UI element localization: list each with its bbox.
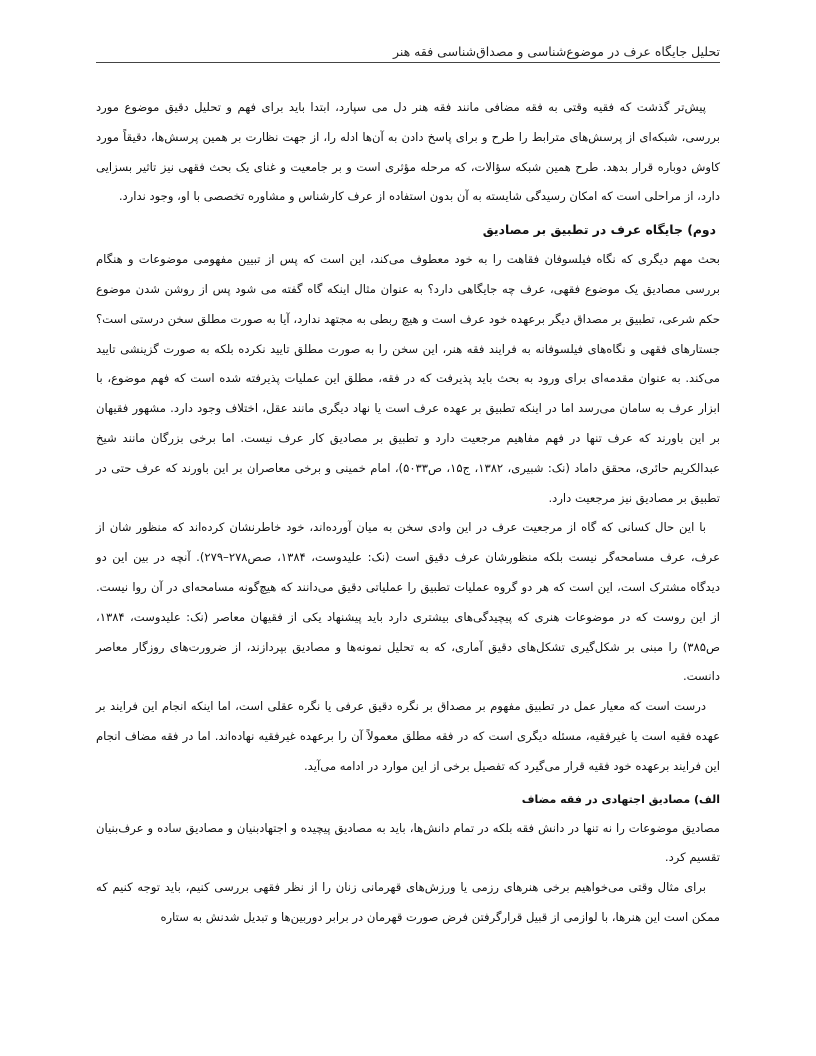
page-body bbox=[96, 93, 720, 933]
header-rule bbox=[96, 62, 720, 63]
paragraph-4: درست است که معیار عمل در تطبیق مفهوم بر مصداق بر نگره دقیق عرفی یا نگره عقلی است، اما اینکه انجام این فرایند بر عهده فقیه است یا غیرفقیه، مسئله دیگری است که در فقه مطلق معمولاً آن را برعهده غیرفقیه نهاده‌اند. اما در فقه مضاف انجام این فرایند برعهده خود فقیه قرار می‌گیرد که تفصیل برخی از این موارد در ادامه می‌آید. bbox=[96, 699, 720, 773]
paragraph-5: مصادیق موضوعات را نه تنها در دانش فقه بلکه در تمام دانش‌ها، باید به مصادیق پیچیده و اجتهادبنیان و مصادیق ساده و عرف‌بنیان تقسیم کرد. bbox=[96, 820, 720, 865]
paragraph-2: بحث مهم دیگری که نگاه فیلسوفان فقاهت را به خود معطوف می‌کند، این است که پس از تبیین مفهومی موضوعات و هنگام بررسی مصادیق یک موضوع فقهی، عرف چه جایگاهی دارد؟ به عنوان مثال اینکه گاه گفته می شود پس از روشن شدن موضوع حکم شرعی، تطبیق بر مصداق دیگر برعهده خود عرف است و هیچ ربطی به مجتهد ندارد، آیا به صورت مطلق سخن درستی است؟ جستارهای فقهی و نگاه‌های فیلسوفانه به فرایند فقه هنر، این سخن را به صورت مطلق تایید نکرده بلکه به صورت گزینشی تایید می‌کند. به عنوان مقدمه‌ای برای ورود به بحث باید پذیرفت که در فقه، مطلق این عملیات پذیرفته شده است که فهم موضوع، با ابزار عرف به سامان می‌رسد اما در اینکه تطبیق بر عهده عرف است یا نهاد دیگری مانند عقل، اختلاف وجود دارد. مشهور فقیهان بر این باورند که عرف تنها در فهم مفاهیم مرجعیت دارد و تطبیق بر مصادیق کار عرف نیست. اما برخی بزرگان مانند شیخ عبدالکریم حائری، محقق داماد (نک: شبیری، ۱۳۸۲، ج۱۵، ص۵۰۳۳)، امام خمینی و برخی معاصران بر این باورند که عرف حتی در تطبیق بر مصادیق نیز مرجعیت دارد. bbox=[96, 252, 720, 505]
paragraph-1: پیش‌تر گذشت که فقیه وقتی به فقه مضافی مانند فقه هنر دل می سپارد، ابتدا باید برای فهم و تحلیل دقیق موضوع مورد بررسی، شبکه‌ای از پرسش‌های مترابط را طرح و برای پاسخ دادن به آن‌ها ادله را، از جهت نظارت بر همین پرسش‌ها، دقیقاً مورد کاوش دوباره قرار بدهد. طرح همین شبکه سؤالات، که مرحله مؤثری است و بر جامعیت و غنای یک بحث فقهی نیز تاثیر بسزایی دارد، از مراحلی است که امکان رسیدگی شایسته به آن بدون استفاده از عرف کارشناس و مشاوره تخصصی با او، وجود ندارد. bbox=[96, 100, 720, 204]
section-heading-second: دوم) جایگاه عرف در تطبیق بر مصادیق bbox=[482, 222, 716, 238]
running-header: تحلیل جایگاه عرف در موضوع‌شناسی و مصداق‌شناسی فقه هنر bbox=[392, 44, 720, 59]
paragraph-6: برای مثال وقتی می‌خواهیم برخی هنرهای رزمی یا ورزش‌های قهرمانی زنان را از نظر فقهی بررسی کنیم، باید توجه کنیم که ممکن است این هنرها، با لوازمی از قبیل قرارگرفتن فرض صورت قهرمان در برابر دوربین‌ها و تبدیل شدنش به ستاره bbox=[96, 880, 720, 924]
subsection-heading-alef: الف) مصادیق اجتهادی در فقه مضاف bbox=[521, 792, 720, 806]
paragraph-3: با این حال کسانی که گاه از مرجعیت عرف در این وادی سخن به میان آورده‌اند، خود خاطرنشان کرده‌اند که منظور شان از عرف، عرف مسامحه‌گر نیست بلکه منظورشان عرف دقیق است (نک: علیدوست، ۱۳۸۴، صص۲۷۸–۲۷۹). آنچه در بین این دو دیدگاه مشترک است، این است که هر دو گروه عملیات تطبیق را عملیاتی دقیق می‌دانند که هیچ‌گونه مسامحه‌ای در آن روا نیست. از این روست که در موضوعات هنری که پیچیدگی‌های بیشتری دارد باید پیشنهاد یکی از فقیهان معاصر (نک: علیدوست، ۱۳۸۴، ص۳۸۵) را مبنی بر شکل‌گیری تشکل‌های دقیق آماری، که به تحلیل نمونه‌ها و مصادیق بپردازند، از ضرورت‌های روزگار معاصر دانست. bbox=[96, 520, 720, 684]
